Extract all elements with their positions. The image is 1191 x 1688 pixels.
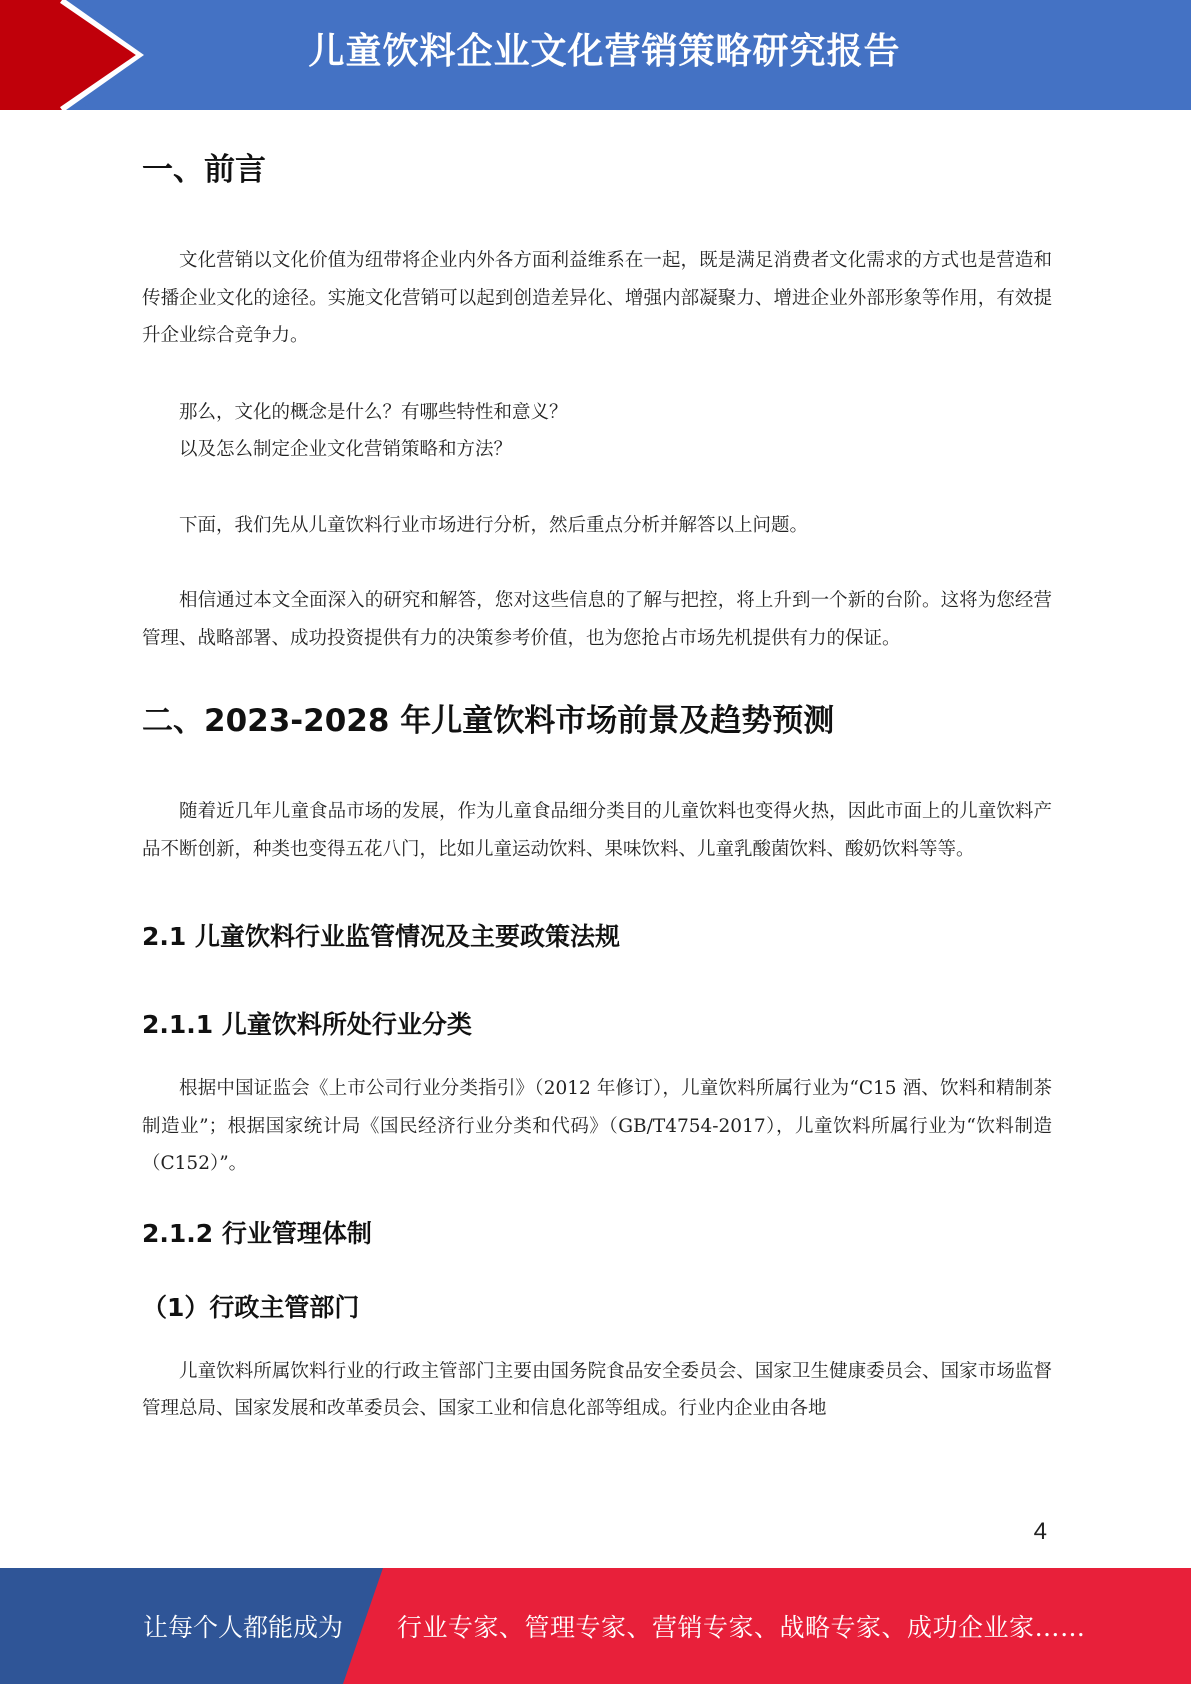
footer-slogan-left: 让每个人都能成为	[143, 1613, 344, 1642]
report-title: 儿童饮料企业文化营销策略研究报告	[308, 31, 901, 72]
question-line: 以及怎么制定企业文化营销策略和方法？	[179, 439, 513, 460]
paragraph: 文化营销以文化价值为纽带将企业内外各方面利益维系在一起，既是满足消费者文化需求的方式也是营造和传播企业文化的途径。实施文化营销可以起到创造差异化、增强内部凝聚力、增进企业外部形象等作用，有效提升企业综合竞争力。	[142, 250, 1052, 346]
subsection-heading-management: 2.1.2 行业管理体制	[142, 1218, 372, 1248]
header-banner	[0, 0, 1191, 110]
document-body	[142, 112, 1052, 1428]
paragraph: 相信通过本文全面深入的研究和解答，您对这些信息的了解与把控，将上升到一个新的台阶。这将为您经营管理、战略部署、成功投资提供有力的决策参考价值，也为您抢占市场先机提供有力的保证。	[142, 590, 1052, 649]
section-heading-foreword: 一、前言	[142, 152, 266, 188]
paragraph: 随着近几年儿童食品市场的发展，作为儿童食品细分类目的儿童饮料也变得火热，因此市面上的儿童饮料产品不断创新，种类也变得五花八门，比如儿童运动饮料、果味饮料、儿童乳酸菌饮料、酸奶饮料等等。	[142, 801, 1052, 860]
footer-banner	[0, 1568, 1191, 1684]
subsection-heading-admin-dept: （1）行政主管部门	[142, 1292, 360, 1322]
question-line: 那么，文化的概念是什么？有哪些特性和意义？	[179, 401, 568, 423]
section-heading-forecast: 二、2023-2028 年儿童饮料市场前景及趋势预测	[142, 703, 835, 739]
page-number: 4	[1033, 1518, 1047, 1545]
paragraph: 儿童饮料所属饮料行业的行政主管部门主要由国务院食品安全委员会、国家卫生健康委员会、国家市场监督管理总局、国家发展和改革委员会、国家工业和信息化部等组成。行业内企业由各地	[142, 1360, 1052, 1419]
footer-slogan-right: 行业专家、管理专家、营销专家、战略专家、成功企业家……	[397, 1613, 1086, 1642]
paragraph: 根据中国证监会《上市公司行业分类指引》（2012 年修订），儿童饮料所属行业为“C15 酒、饮料和精制茶制造业”；根据国家统计局《国民经济行业分类和代码》（GB/T4754-2017），儿童饮料所属行业为“饮料制造（C152）”。	[142, 1078, 1052, 1174]
subsection-heading-classification: 2.1.1 儿童饮料所处行业分类	[142, 1010, 472, 1039]
subsection-heading-regulation: 2.1 儿童饮料行业监管情况及主要政策法规	[142, 922, 620, 951]
paragraph: 下面，我们先从儿童饮料行业市场进行分析，然后重点分析并解答以上问题。	[179, 514, 809, 536]
